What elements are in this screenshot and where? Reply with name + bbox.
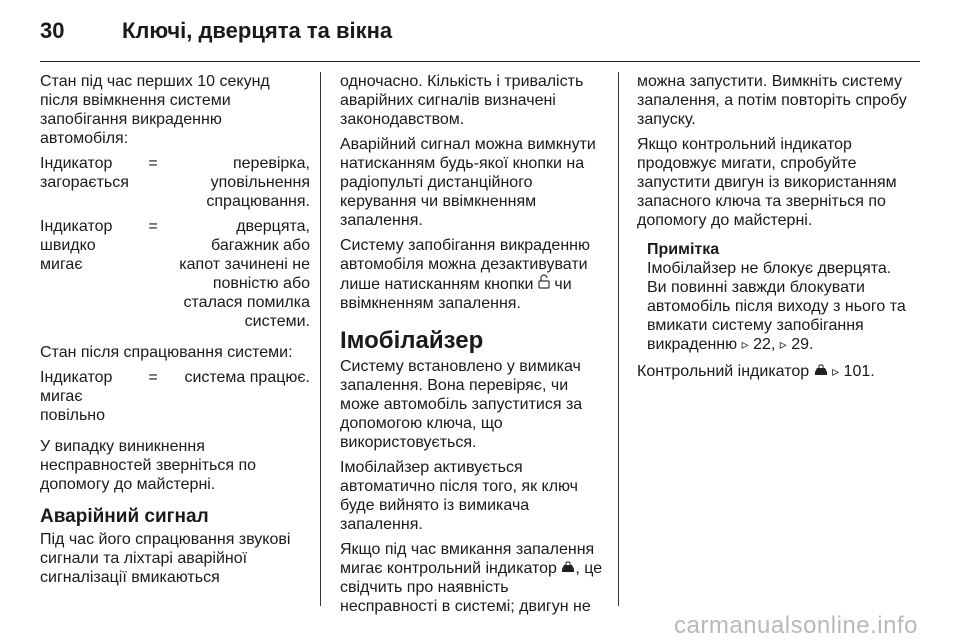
table-row — [40, 368, 310, 425]
paragraph: Імобілайзер активується автоматично після того, як ключ буде вийнято із вимикача запалення. — [340, 459, 579, 533]
paragraph: Під час його спрацювання звукові сигнали та ліхтарі аварійної сигналізації вмикаються — [40, 531, 291, 586]
column-divider-2 — [618, 72, 619, 606]
note-box — [647, 240, 912, 354]
text-run: , це свідчить про наявність несправності в системі; двигун не — [340, 560, 603, 615]
text-run: чи ввімкненням запалення. — [340, 276, 572, 312]
paragraph: Аварійний сигнал можна вимкнути натисканням будь-якої кнопки на радіопульті дистанційного керування чи ввімкненням запалення. — [340, 136, 596, 229]
note-text: Імобілайзер не блокує дверцята. Ви повинні завжди блокувати автомобіль після виходу з нього та вмикати систему запобігання викраденню ▹ 22, ▹ 29. — [647, 260, 906, 353]
ref-arrow-icon: ▹ — [832, 363, 840, 379]
row-term: Індикатор мигає повільно — [40, 369, 113, 424]
column-3 — [637, 72, 912, 387]
table-row — [40, 211, 310, 331]
ref-arrow-icon: ▹ — [741, 336, 749, 352]
text-run: Систему запобігання викраденню автомобіля можна дезактивувати лише натисканням кнопки — [340, 237, 590, 293]
section-heading-alarm: Аварійний сигнал — [40, 506, 209, 527]
header-rule — [40, 61, 920, 62]
paragraph: Систему встановлено у вимикач запалення. Вона перевіряє, чи може автомобіль запуститися за допомогою ключа, що використовується. — [340, 358, 583, 451]
paragraph: Контрольний індикатор ▹ 101. — [637, 363, 875, 380]
text-run: Імобілайзер не блокує дверцята. Ви повинні завжди блокувати автомобіль після виходу з нього та вмикати систему запобігання викраденню — [647, 260, 906, 353]
car-lock-icon — [814, 362, 828, 381]
status-table-initial — [40, 154, 310, 331]
column-2 — [340, 72, 605, 622]
text-run: Контрольний індикатор — [637, 363, 814, 380]
page-ref-link[interactable]: 29 — [791, 336, 810, 353]
paragraph: У випадку виникнення несправностей зверніться по допомогу до майстерні. — [40, 438, 257, 493]
paragraph: можна запустити. Вимкніть систему запалення, а потім повторіть спробу запуску. — [637, 73, 907, 128]
ref-arrow-icon: ▹ — [779, 336, 787, 352]
row-separator: = — [148, 218, 158, 235]
text-run: Якщо під час вмикання запалення мигає контрольний індикатор — [340, 541, 595, 577]
section-heading-immobilizer: Імобілайзер — [340, 327, 484, 354]
row-term: Індикатор швидко мигає — [40, 218, 113, 273]
table-row — [40, 154, 310, 211]
row-separator: = — [148, 369, 158, 386]
row-separator: = — [148, 155, 158, 172]
car-lock-icon — [561, 559, 575, 578]
paragraph — [340, 236, 605, 313]
page-title: Ключі, дверцята та вікна — [122, 18, 393, 43]
status-table-armed — [40, 368, 310, 425]
page-ref-link[interactable]: 101 — [843, 363, 871, 380]
paragraph: одночасно. Кількість і тривалість аварійних сигналів визначені законодавством. — [340, 73, 584, 128]
page-ref-link[interactable]: 22 — [753, 336, 771, 353]
row-term: Індикатор загорається — [40, 155, 129, 191]
paragraph: Стан після спрацювання системи: — [40, 344, 293, 361]
note-title: Примітка — [647, 241, 720, 258]
row-description: дверцята, багажник або капот зачинені не повністю або сталася помилка системи. — [179, 218, 310, 330]
paragraph: Якщо контрольний індикатор продовжує мигати, спробуйте запустити двигун із використанням запасного ключа та зверніться по допомогу до майстерні. — [637, 136, 897, 229]
page-number: 30 — [40, 18, 65, 43]
paragraph — [340, 540, 605, 616]
page-header — [40, 18, 920, 48]
column-1 — [40, 72, 310, 593]
lock-open-icon — [538, 274, 550, 294]
column-divider-1 — [320, 72, 321, 606]
row-description: система працює. — [184, 369, 310, 386]
row-description: перевірка, уповільнення спрацювання. — [206, 155, 310, 210]
paragraph: Стан під час перших 10 секунд після ввімкнення системи запобігання викраденню автомобіля: — [40, 73, 270, 147]
watermark: carmanualsonline.info — [674, 612, 918, 639]
